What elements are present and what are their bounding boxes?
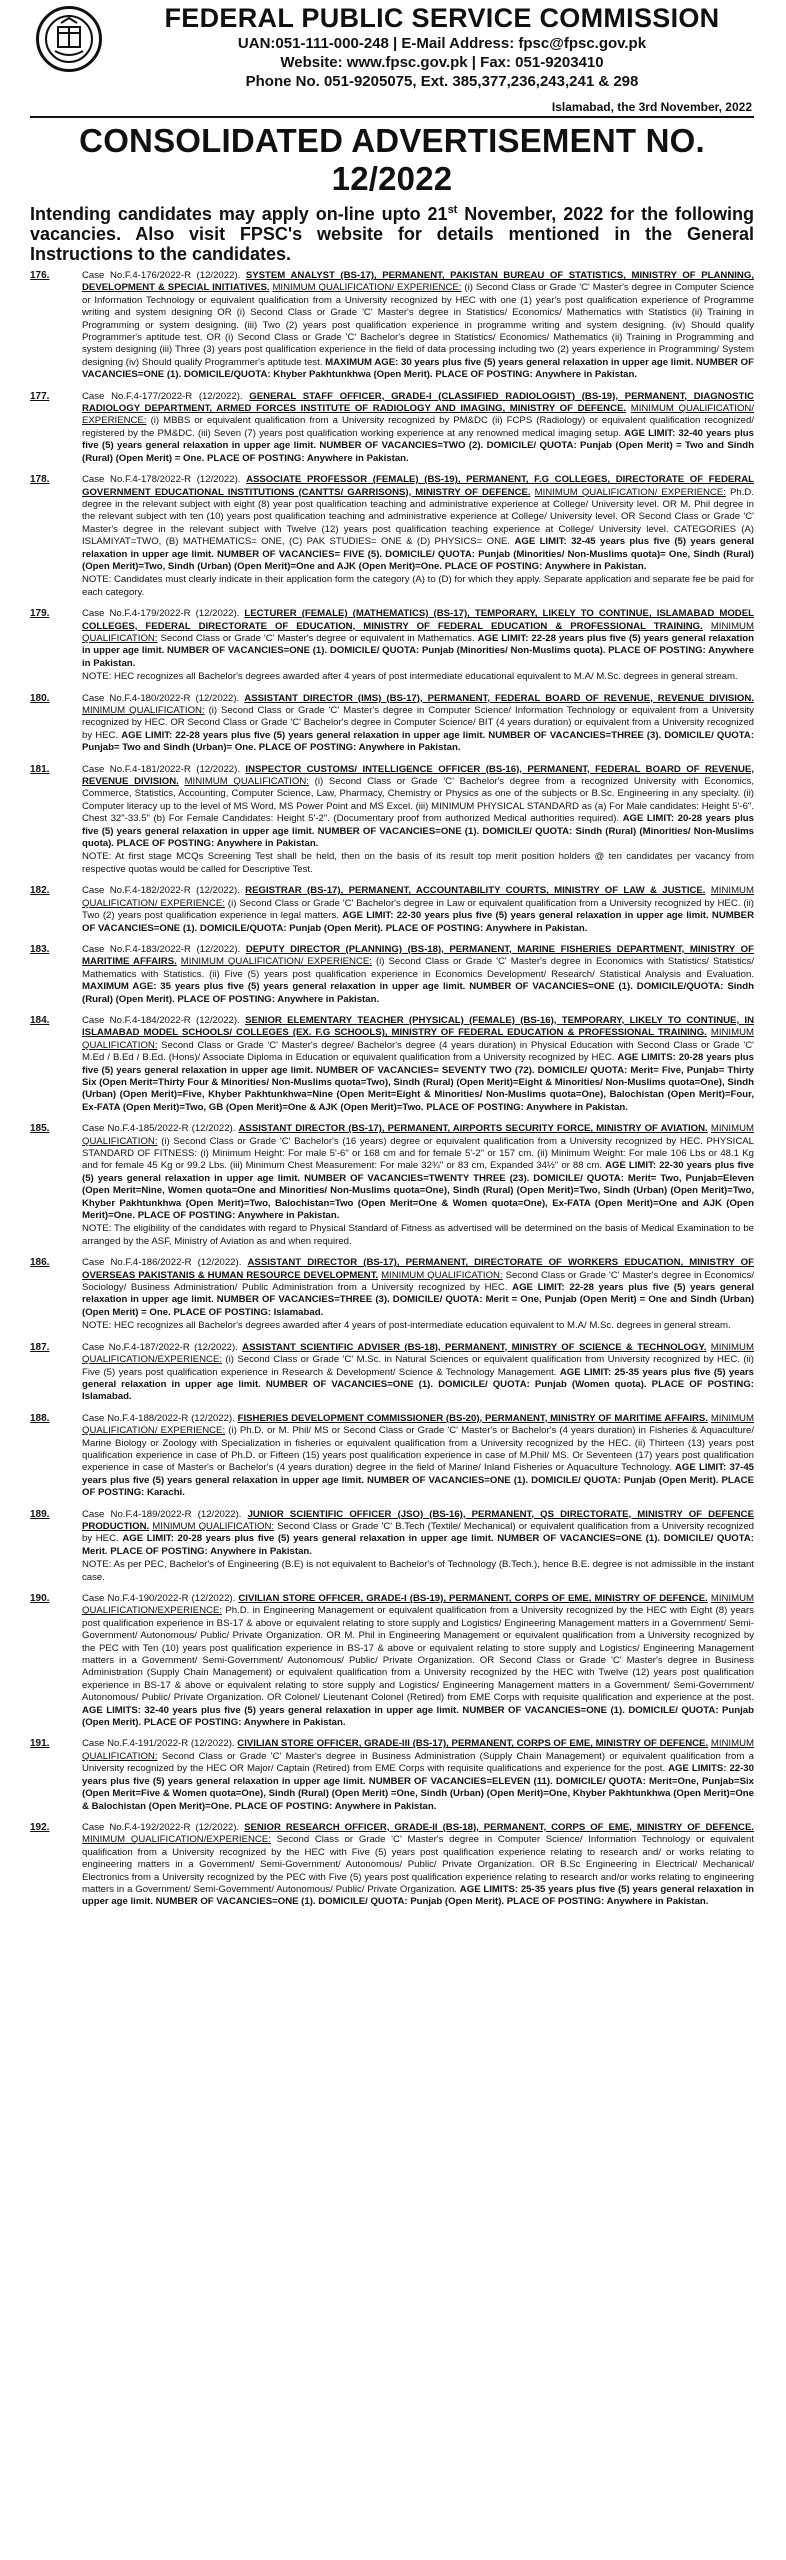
qualification-heading: MINIMUM QUALIFICATION/ EXPERIENCE: xyxy=(82,403,755,427)
qualification-text: (i) Second Class or Grade 'C' Master's degree in Computer Science/ Information Technology or equivalent from a University recognized by HEC. OR Second Class or Grade 'C' Bachelor's degree in Computer Science/ BIT (4 years duration) or equivalent from a University recognized by HEC. xyxy=(82,705,754,741)
vacancies-domicile: NUMBER OF VACANCIES=ONE (1). DOMICILE/ QUOTA: Sindh (Rural) (Minorities/ Non-Muslims quota). xyxy=(82,825,755,850)
post-title: JUNIOR SCIENTIFIC OFFICER (JSO) (BS-16), PERMANENT, QS DIRECTORATE, MINISTRY OF DEFENCE PRODUCTION. xyxy=(82,1508,754,1532)
case-serial-number: 181. xyxy=(30,763,50,775)
qualification-heading: MINIMUM QUALIFICATION: xyxy=(82,1027,754,1051)
case-note: NOTE: HEC recognizes all Bachelor's degrees awarded after 4 years of post-intermediate education equivalent to M.A/ M.Sc. degrees in general stream. xyxy=(82,1320,731,1332)
place-of-posting: PLACE OF POSTING: Karachi. xyxy=(82,1474,754,1499)
case-file-number: Case No.F.4-190/2022-R (12/2022). xyxy=(82,1593,236,1604)
age-limit: AGE LIMITS: 25-35 years plus five (5) years general relaxation in upper age limit. xyxy=(82,1883,754,1908)
intro-month: November, 2022 xyxy=(457,204,604,224)
qualification-text: (i) Ph.D. or M. Phil/ MS or Second Class or Grade 'C' Master's or Bachelor's (4 years duration) in Fisheries & Aquaculture/ Marine Biology or Zoology with Specialization in fisheries or equivalent qualification from a University recognized by the HEC. (ii) Thirteen (13) years post qualification experience in case of Ph.D. or Fifteen (15) years post qualification experience in case of M.Phil/ MS. Or Seventeen (17) years post qualification experience in case of Master's or Bachelor's (4 years duration) degree in the field of Marine/ Inland Fisheries or Aquaculture Technology. xyxy=(82,1425,754,1474)
vacancies-domicile: NUMBER OF VACANCIES=ONE (1). DOMICILE/ QUOTA: Punjab (Open Merit). xyxy=(155,1896,505,1908)
vacancies-domicile: NUMBER OF VACANCIES= SEVENTY TWO (72). DOMICILE/ QUOTA: Merit= Five, Punjab= Thirty Six (Open Merit=Thirty Four & Minorities/ Non-Muslims quota=Two), Sindh (Rural) (Open Merit)=Eight & Minorities/ Non-Muslims quota=One), Sindh (Urban) (Open Merit)=Five, Khyber Pakhtunkhwa=Nine (Open Merit=Eight & Minorities/ Non-Muslims quota=One), Balochistan (Open Merit)=Four, Ex-FATA (Open Merit)=Two, GB (Open Merit)=One & AJK (Open Merit)=Two. xyxy=(82,1064,754,1113)
age-limit: AGE LIMIT: 22-28 years plus five (5) years general relaxation in upper age limit. xyxy=(82,1282,754,1306)
contact-website-fax: Website: www.fpsc.gov.pk | Fax: 051-9203410 xyxy=(280,54,604,71)
case-list xyxy=(30,270,754,1909)
post-title: REGISTRAR (BS-17), PERMANENT, ACCOUNTABILITY COURTS, MINISTRY OF LAW & JUSTICE. xyxy=(245,885,706,897)
vacancy-case xyxy=(30,693,754,755)
place-of-posting: PLACE OF POSTING: Anywhere in Pakistan. xyxy=(143,1717,346,1729)
age-limit: AGE LIMITS: 32-40 years plus five (5) years general relaxation in upper age limit. xyxy=(82,1704,459,1716)
contact-phone: Phone No. 051-9205075, Ext. 385,377,236,243,241 & 298 xyxy=(245,73,639,90)
post-title: SENIOR RESEARCH OFFICER, GRADE-II (BS-18), PERMANENT, CORPS OF EME, MINISTRY OF DEFENCE. xyxy=(244,1821,755,1833)
vacancies-domicile: NUMBER OF VACANCIES=THREE (3). DOMICILE/ QUOTA: Punjab= Two and Sindh (Urban)= One. xyxy=(82,729,755,754)
qualification-text: Second Class or Grade 'C' Master's degree in Economics/ Sociology/ Business Administration/ Public Administration from a University recognized by HEC. xyxy=(82,1269,754,1294)
case-file-number: Case No.F.4-182/2022-R (12/2022). xyxy=(82,885,240,897)
case-note: NOTE: As per PEC, Bachelor's of Engineering (B.E) is not equivalent to Bachelor's of Technology (B.Tech.), hence B.E. degree is not admissible in the instant case. xyxy=(82,1559,754,1583)
case-serial-number: 182. xyxy=(30,885,50,897)
vacancy-case xyxy=(30,944,754,1006)
case-serial-number: 183. xyxy=(30,943,50,955)
case-file-number: Case No.F.4-180/2022-R (12/2022). xyxy=(82,692,240,704)
age-limit: AGE LIMIT: 20-28 years plus five (5) years general relaxation in upper age limit. xyxy=(82,813,754,837)
qualification-text: Ph.D. in Engineering Management or equivalent qualification from a University recognized by the HEC with Eight (8) years post qualification experience in BS-17 & above or equivalent relating to store supply and Logistics/ Engineering Management matters in a Government/ Semi-Government/ Autonomous/ Public/ Private Organization. OR M. Phil in Engineering Management or equivalent qualification from a University recognized by the PEC with Ten (10) years post qualification experience in BS-17 & above or equivalent relating to store supply and Logistics/ Engineering Management matters in a Government/ Semi-Government/ Autonomous/ Public/ Private Organization. OR Second Class or Grade 'C' Master's degree in Business Administration (Supply Chain Management) or equivalent qualification from a University recognized by the HEC with Twelve (12) years post qualification experience in BS-17 & above or equivalent relating to store supply and Logistics/ Engineering Management matters in a Government/ Semi-Government/ Autonomous/ Public/ Private Organization. OR Colonel/ Lieutenant Colonel (Retired) from EME Corps with requisite qualification and experience at the post. xyxy=(82,1605,754,1704)
vacancy-case xyxy=(30,608,754,683)
case-note: NOTE: HEC recognizes all Bachelor's degrees awarded after 4 years of post intermediate educational equivalent to M.A/ M.Sc. degrees in general stream. xyxy=(82,671,738,683)
vacancy-case xyxy=(30,1123,754,1248)
case-file-number: Case No.F.4-183/2022-R (12/2022). xyxy=(82,943,241,955)
case-file-number: Case No.F.4-185/2022-R (12/2022). xyxy=(82,1123,236,1135)
qualification-heading: MINIMUM QUALIFICATION/ EXPERIENCE: xyxy=(180,956,372,968)
qualification-heading: MINIMUM QUALIFICATION/EXPERIENCE: xyxy=(82,1834,271,1846)
case-file-number: Case No.F.4-184/2022-R (12/2022). xyxy=(82,1014,240,1026)
post-title: ASSISTANT DIRECTOR (BS-17), PERMANENT, AIRPORTS SECURITY FORCE, MINISTRY OF AVIATION. xyxy=(238,1123,708,1135)
qualification-heading: MINIMUM QUALIFICATION: xyxy=(82,1738,754,1762)
place-of-posting: PLACE OF POSTING: Anywhere in Pakistan. xyxy=(177,993,380,1005)
case-note: NOTE: Candidates must clearly indicate in their application form the category (A) to (D) for which they apply. Separate application and separate fee be paid for each category. xyxy=(82,574,754,598)
vacancies-domicile: NUMBER OF VACANCIES=ONE (1). DOMICILE/ QUOTA: Punjab (Women quota). xyxy=(265,1378,647,1390)
vacancies-domicile: NUMBER OF VACANCIES=ONE (1). DOMICILE/ QUOTA: Merit. xyxy=(82,1533,754,1557)
post-title: CIVILIAN STORE OFFICER, GRADE-I (BS-19), PERMANENT, CORPS OF EME, MINISTRY OF DEFENCE. xyxy=(238,1593,708,1604)
place-of-posting: PLACE OF POSTING: Islamabad. xyxy=(173,1306,324,1318)
place-of-posting: PLACE OF POSTING: Anywhere in Pakistan. xyxy=(137,1210,340,1222)
qualification-heading: MINIMUM QUALIFICATION/EXPERIENCE: xyxy=(82,1593,754,1617)
contact-uan-email: UAN:051-111-000-248 | E-Mail Address: fpsc@fpsc.gov.pk xyxy=(237,35,647,52)
vacancy-case xyxy=(30,391,754,465)
place-of-posting: PLACE OF POSTING: Anywhere in Pakistan. xyxy=(506,1896,709,1908)
qualification-heading: MINIMUM QUALIFICATION: xyxy=(82,1123,755,1147)
age-limit: AGE LIMIT: 37-45 years plus five (5) years general relaxation in upper age limit. xyxy=(82,1462,754,1486)
vacancy-case xyxy=(30,1509,754,1584)
place-of-posting: PLACE OF POSTING: Anywhere in Pakistan. xyxy=(258,742,461,754)
age-limit: AGE LIMITS: 22-30 years plus five (5) years general relaxation in upper age limit. xyxy=(82,1763,754,1787)
qualification-heading: MINIMUM QUALIFICATION/ EXPERIENCE: xyxy=(82,885,754,909)
post-title: ASSOCIATE PROFESSOR (FEMALE) (BS-19), PERMANENT, F.G COLLEGES, DIRECTORATE OF FEDERAL GOVERNMENT EDUCATIONAL INSTITUTIONS (CANTTS/ GARRISONS), MINISTRY OF DEFENCE. xyxy=(82,474,754,498)
vacancies-domicile: NUMBER OF VACANCIES=ONE (1). DOMICILE/ QUOTA: Punjab (Open Merit). xyxy=(367,1474,719,1486)
case-file-number: Case No.F.4-178/2022-R (12/2022). xyxy=(82,474,241,486)
qualification-heading: MINIMUM QUALIFICATION: xyxy=(82,620,754,644)
vacancy-case xyxy=(30,1738,754,1812)
intro-deadline xyxy=(428,204,604,224)
vacancies-domicile: NUMBER OF VACANCIES=ONE (1). DOMICILE/QUOTA: Punjab (Open Merit). xyxy=(82,910,755,934)
vacancy-case xyxy=(30,885,754,935)
post-title: DEPUTY DIRECTOR (PLANNING) (BS-18), PERMANENT, MARINE FISHERIES DEPARTMENT, MINISTRY OF MARITIME AFFAIRS. xyxy=(82,943,755,968)
header-divider xyxy=(30,116,754,118)
case-serial-number: 187. xyxy=(30,1341,50,1353)
place-of-posting: PLACE OF POSTING: Anywhere in Pakistan. xyxy=(435,369,638,381)
age-limit: AGE LIMIT: 20-28 years plus five (5) years general relaxation in upper age limit. xyxy=(122,1533,494,1545)
commission-title: FEDERAL PUBLIC SERVICE COMMISSION xyxy=(164,3,720,33)
age-limit: AGE LIMIT: 22-30 years plus five (5) years general relaxation in upper age limit. xyxy=(82,1160,754,1184)
case-serial-number: 180. xyxy=(30,692,50,704)
advertisement-title: CONSOLIDATED ADVERTISEMENT NO. 12/2022 xyxy=(79,122,705,197)
vacancies-domicile: NUMBER OF VACANCIES=TWO (2). DOMICILE/ QUOTA: Punjab (Open Merit) = Two and Sindh (Rural) (Open Merit) = One. xyxy=(82,440,754,464)
qualification-text: (i) MBBS or equivalent qualification from a University recognized by PM&DC (ii) FCPS (Radiology) or equivalent qualification recognized/ registered by the PM&DC. (iii) Seven (7) years post qualification working experience at any renowned medical imaging setup. xyxy=(82,415,754,439)
qualification-text: (i) Second Class or Grade 'C' Master's degree in Computer Science or Information Technology or equivalent qualification from a University recognized by HEC with one (1) year's post qualification experience of Programme writing and system designing OR (i) Second Class or Grade 'C' Master's degree in Statistics/ Economics/ Mathematics with Statistics (ii) Training in Programming or system designing. (iii) Two (2) years post qualification experience in programme writing and system designing. (iv) Should qualify Programmer's aptitude test. OR (i) Second Class or Grade 'C' Bachelor's degree in Statistics/ Economics/ Mathematics (ii) Training in Programming and system designing (iii) Three (3) years post qualification experience in the field of data processing including two (2) years experience in Programming/ System designing (iv) Should qualify Programmer's aptitude test. xyxy=(82,282,754,368)
age-limit: MAXIMUM AGE: 35 years plus five (5) years general relaxation in upper age limit. xyxy=(82,981,466,993)
qualification-heading: MINIMUM QUALIFICATION/ EXPERIENCE: xyxy=(82,1412,754,1437)
vacancy-case xyxy=(30,1342,754,1404)
age-limit: AGE LIMIT: 22-28 years plus five (5) years general relaxation in upper age limit. xyxy=(82,632,754,657)
place-of-posting: PLACE OF POSTING: Anywhere in Pakistan. xyxy=(110,1545,312,1557)
vacancy-case xyxy=(30,1413,754,1500)
intro-paragraph xyxy=(30,200,754,264)
post-title: CIVILIAN STORE OFFICER, GRADE-III (BS-17), PERMANENT, CORPS OF EME, MINISTRY OF DEFENCE. xyxy=(237,1738,709,1750)
post-title: INSPECTOR CUSTOMS/ INTELLIGENCE OFFICER (BS-16), PERMANENT, FEDERAL BOARD OF REVENUE, REVENUE DIVISION. xyxy=(82,763,754,788)
qualification-text: (i) Second Class or Grade 'C' Bachelor's (16 years) degree or equivalent qualification from a University recognized by HEC. PHYSICAL STANDARD OF FITNESS: (i) Minimum Height: For male 5'-6" or 168 cm and for female 5'-2" or 157 cm. (ii) Minimum Weight: For male 106 Lbs or 48.1 Kg and for female 45 Kg or 99.2 Lbs. (iii) Minimum Chest Measurement: For male 32¾" or 83 cm, Expanded 34½" or 88 cm. xyxy=(82,1135,754,1172)
place-of-posting: PLACE OF POSTING: Anywhere in Pakistan. xyxy=(385,922,588,934)
case-file-number: Case No.F.4-186/2022-R (12/2022). xyxy=(82,1257,242,1269)
qualification-text: Ph.D. degree in the relevant subject with eight (8) year post qualification teaching and administrative experience at College/ University level. OR M. Phil degree in the relevant subject with ten (10) years post qualification teaching and administrative experience at College/ University level. OR Second Class or Grade 'C' Master's degree in the relevant subject with Twelve (12) years post qualification teaching experience at College/ University level. CATEGORIES (A) ISLAMIYAT=TWO, (B) MATHEMATICS= ONE, (C) PAK STUDIES= ONE & (D) PHYSICS= ONE. xyxy=(82,486,754,548)
vacancy-case xyxy=(30,1257,754,1332)
age-limit: AGE LIMIT: 32-40 years plus five (5) years general relaxation in upper age limit. xyxy=(82,427,754,452)
place-of-posting: PLACE OF POSTING: Anywhere in Pakistan. xyxy=(234,1800,437,1812)
qualification-text: (i) Second Class or Grade 'C' Bachelor's degree from a recognized University with Economics, Commerce, Statistics, Accounting, Computer Science, Law, Pharmacy, Chemistry or Physics as one of the subjects or B.Sc. Engineering in any specialty. (ii) Computer literacy up to the level of MS Word, MS Power Point and MS Excel. (iii) MINIMUM PHYSICAL STANDARD as (a) For Male candidates: Height 5'-6". Chest 32"-33.5" (b) For Female Candidates: Height 5'-2". (Documentary proof from authorized Medical authorities required). xyxy=(82,776,755,825)
qualification-heading: MINIMUM QUALIFICATION/ EXPERIENCE: xyxy=(534,486,726,498)
case-serial-number: 189. xyxy=(30,1508,50,1520)
vacancy-case xyxy=(30,764,754,877)
post-title: GENERAL STAFF OFFICER, GRADE-I (CLASSIFIED RADIOLOGIST) (BS-19), PERMANENT, DIAGNOSTIC RADIOLOGY DEPARTMENT, ARMED FORCES INSTITUTE OF RADIOLOGY AND IMAGING, MINISTRY OF DEFENCE. xyxy=(82,390,754,415)
post-title: LECTURER (FEMALE) (MATHEMATICS) (BS-17), TEMPORARY, LIKELY TO CONTINUE, ISLAMABAD MODEL COLLEGES, FEDERAL DIRECTORATE OF EDUCATION, MINISTRY OF FEDERAL EDUCATION & PROFESSIONAL TRAINING. xyxy=(82,608,754,632)
case-file-number: Case No.F.4-192/2022-R (12/2022). xyxy=(82,1821,240,1833)
place-of-posting: PLACE OF POSTING: Anywhere in Pakistan. xyxy=(116,838,319,850)
case-serial-number: 192. xyxy=(30,1821,50,1833)
vacancies-domicile: NUMBER OF VACANCIES=TWENTY THREE (23). DOMICILE/ QUOTA: Merit= Two, Punjab=Eleven (Open Merit=Nine, Women quota=One and Minorities/ Non-Muslims quota=One), Sindh (Rural) (Open Merit)=Two, Sindh (Urban) (Open Merit)=Two, Khyber Pakhtunkhwa (Open Merit)=Two, Balochistan=Two (Open Merit=One & Women quota=One), Ex-FATA (Open Merit)=One and AJK (Open Merit)=One. xyxy=(82,1172,754,1222)
case-serial-number: 190. xyxy=(30,1593,50,1604)
qualification-heading: MINIMUM QUALIFICATION/EXPERIENCE: xyxy=(82,1341,754,1366)
issue-date: Islamabad, the 3rd November, 2022 xyxy=(551,100,752,114)
intro-day-suffix: st xyxy=(447,204,458,216)
post-title: FISHERIES DEVELOPMENT COMMISSIONER (BS-20), PERMANENT, MINISTRY OF MARITIME AFFAIRS. xyxy=(237,1412,708,1424)
post-title: ASSISTANT DIRECTOR (IMS) (BS-17), PERMANENT, FEDERAL BOARD OF REVENUE, REVENUE DIVISION. xyxy=(244,692,754,704)
qualification-text: Second Class or Grade 'C' Master's degree in Business Administration (Supply Chain Management) or equivalent qualification from a University recognized by the HEC OR Major/ Captain (Retired) from EME Corps with requisite qualifications and experience for the post. xyxy=(82,1750,754,1775)
case-file-number: Case No.F.4-187/2022-R (12/2022). xyxy=(82,1341,238,1353)
age-limit: AGE LIMIT: 32-45 years plus five (5) years general relaxation in upper age limit. xyxy=(82,536,754,560)
case-file-number: Case No.F.4-177/2022-R (12/2022). xyxy=(82,390,243,402)
case-serial-number: 178. xyxy=(30,474,50,486)
age-limit: AGE LIMIT: 22-30 years plus five (5) years general relaxation in upper age limit. xyxy=(342,910,709,922)
vacancies-domicile: NUMBER OF VACANCIES=ONE (1). DOMICILE/ QUOTA: Punjab (Minorities/ Non-Muslims quota). xyxy=(166,645,606,657)
qualification-heading: MINIMUM QUALIFICATION: xyxy=(381,1269,503,1281)
post-title: ASSISTANT DIRECTOR (BS-17), PERMANENT, DIRECTORATE OF WORKERS EDUCATION, MINISTRY OF OVERSEAS PAKISTANIS & HUMAN RESOURCE DEVELOPMENT. xyxy=(82,1257,754,1281)
vacancy-case xyxy=(30,474,754,599)
intro-day: 21 xyxy=(427,204,448,224)
case-serial-number: 179. xyxy=(30,608,50,620)
vacancies-domicile: NUMBER OF VACANCIES=ONE (1). DOMICILE/ QUOTA: Punjab (Open Merit). xyxy=(82,1704,754,1729)
case-serial-number: 185. xyxy=(30,1123,50,1135)
case-file-number: Case No.F.4-179/2022-R (12/2022). xyxy=(82,608,240,620)
header xyxy=(30,0,754,118)
place-of-posting: PLACE OF POSTING: Anywhere in Pakistan. xyxy=(82,645,755,669)
case-file-number: Case No.F.4-189/2022-R (12/2022). xyxy=(82,1508,242,1520)
vacancies-domicile: NUMBER OF VACANCIES=ONE (1). DOMICILE/QUOTA: Sindh (Rural) (Open Merit). xyxy=(82,981,754,1005)
vacancies-domicile: NUMBER OF VACANCIES= FIVE (5). DOMICILE/ QUOTA: Punjab (Minorities/ Non-Muslims quota)= One, Sindh (Rural) (Open Merit)=Two, Sindh (Urban) (Open Merit)=One and AJK (Open Merit)=One. xyxy=(82,548,754,572)
place-of-posting: PLACE OF POSTING: Anywhere in Pakistan. xyxy=(426,1101,628,1113)
vacancies-domicile: NUMBER OF VACANCIES=ELEVEN (11). DOMICILE/ QUOTA: Merit=One, Punjab=Six (Open Merit=Five & Women quota=One), Sindh (Rural) (Open Merit) =One, Sindh (Urban) (Open Merit)=One, Khyber Pakhtunkhwa (Open Merit)=One & Balochistan (Open Merit)=One. xyxy=(82,1775,755,1812)
case-note: NOTE: The eligibility of the candidates with regard to Physical Standard of Fitness as advertised will be determined on the basis of Medical Examination to be arranged by the ASF, Ministry of Aviation as and when required. xyxy=(82,1223,754,1247)
age-limit: MAXIMUM AGE: 30 years plus five (5) years general relaxation in upper age limit. xyxy=(325,356,694,368)
post-title: ASSISTANT SCIENTIFIC ADVISER (BS-18), PERMANENT, MINISTRY OF SCIENCE & TECHNOLOGY. xyxy=(242,1341,707,1353)
place-of-posting: PLACE OF POSTING: Islamabad. xyxy=(82,1378,754,1403)
qualification-heading: MINIMUM QUALIFICATION: xyxy=(152,1520,275,1532)
place-of-posting: PLACE OF POSTING: Anywhere in Pakistan. xyxy=(444,560,647,572)
case-file-number: Case No.F.4-176/2022-R (12/2022). xyxy=(82,270,241,281)
age-limit: AGE LIMIT: 25-35 years plus five (5) years general relaxation in upper age limit. xyxy=(82,1366,755,1390)
place-of-posting: PLACE OF POSTING: Anywhere in Pakistan. xyxy=(207,452,409,464)
case-file-number: Case No.F.4-181/2022-R (12/2022). xyxy=(82,763,240,775)
qualification-heading: MINIMUM QUALIFICATION: xyxy=(184,776,309,788)
qualification-text: Second Class or Grade 'C' B.Tech (Textile/ Mechanical) or equivalent qualification from a University recognized by HEC. xyxy=(82,1520,754,1545)
qualification-text: (i) Second Class or Grade 'C' Master's degree in Economics with Statistics/ Statistics/ Mathematics with Statistics. (ii) Five (5) years post qualification experience in Economics Development/ Research/ Statistical Analysis and Evaluation. xyxy=(82,956,755,980)
case-serial-number: 184. xyxy=(30,1014,50,1026)
qualification-text: (i) Second Class or Grade 'C' M.Sc. in Natural Sciences or equivalent qualification from University recognized by HEC. (ii) Five (5) years post qualification experience in Research & Development/ Science & Technology Management. xyxy=(82,1354,754,1378)
post-title: SENIOR ELEMENTARY TEACHER (PHYSICAL) (FEMALE) (BS-16), TEMPORARY, LIKELY TO CONTINUE, IN ISLAMABAD MODEL SCHOOLS/ COLLEGES (EX. F.G SCHOOLS), MINISTRY OF FEDERAL EDUCATION & PROFESSIONAL TRAINING. xyxy=(82,1014,754,1039)
case-note: NOTE: At first stage MCQs Screening Test shall be held, then on the basis of its result top merit position holders @ ten candidates per vacancy from respective quotas would be called for Descriptive Test. xyxy=(82,851,754,875)
case-file-number: Case No.F.4-188/2022-R (12/2022). xyxy=(82,1412,235,1424)
qualification-text: Second Class or Grade 'C' Master's degree/ Bachelor's degree (4 years duration) in Physical Education with Second Class or Grade 'C' M.Ed / B.Ed / B.Ed. (Hons)/ Associate Diploma in Education or equivalent qualification from a University recognized by HEC. xyxy=(82,1039,754,1064)
age-limit: AGE LIMIT: 22-28 years plus five (5) years general relaxation in upper age limit. xyxy=(121,729,486,741)
post-title: SYSTEM ANALYST (BS-17), PERMANENT, PAKISTAN BUREAU OF STATISTICS, MINISTRY OF PLANNING, DEVELOPMENT & SPECIAL INITIATIVES. xyxy=(82,270,754,294)
qualification-text: (i) Second Class or Grade 'C' Bachelor's degree in Law or equivalent qualification from a University recognized by HEC. (ii) Two (2) years post qualification experience in legal matters. xyxy=(82,897,754,922)
case-serial-number: 186. xyxy=(30,1257,50,1269)
vacancy-case xyxy=(30,1593,754,1729)
case-serial-number: 188. xyxy=(30,1412,50,1424)
qualification-heading: MINIMUM QUALIFICATION: xyxy=(82,705,205,716)
vacancy-case xyxy=(30,270,754,382)
intro-after: for the following vacancies. Also visit FPSC's website for details mentioned in the General Instructions to the candidates. xyxy=(30,204,754,264)
qualification-text: Second Class or Grade 'C' Master's degree or equivalent in Mathematics. xyxy=(160,632,475,644)
vacancy-case xyxy=(30,1015,754,1114)
intro-before: Intending candidates may apply on-line upto xyxy=(30,204,428,224)
case-serial-number: 177. xyxy=(30,390,50,402)
vacancy-case xyxy=(30,1822,754,1909)
qualification-text: Second Class or Grade 'C' Master's degree in Computer Science/ Information Technology or equivalent qualification from a University recognized by the HEC with Five (5) years post qualification experience relating to research and/ or works relating to engineering matters in a Government/ Semi-Government/ Autonomous/ Public/ Private Organization. OR B.Sc Engineering in Electrical/ Mechanical/ Electronics from a University recognized by the PEC with Five (5) years post qualification experience relating to research and/or works relating to engineering matters in a Government/ Semi-Government/ Autonomous/ Public/ Private Organization. xyxy=(82,1834,755,1895)
qualification-heading: MINIMUM QUALIFICATION/ EXPERIENCE: xyxy=(272,282,462,294)
age-limit: AGE LIMITS: 20-28 years plus five (5) years general relaxation in upper age limit. xyxy=(82,1052,754,1076)
fpsc-emblem-icon xyxy=(36,6,102,72)
vacancies-domicile: NUMBER OF VACANCIES=ONE (1). DOMICILE/QUOTA: Khyber Pakhtunkhwa (Open Merit). xyxy=(82,356,754,381)
case-serial-number: 176. xyxy=(30,270,50,281)
case-serial-number: 191. xyxy=(30,1738,50,1750)
vacancies-domicile: NUMBER OF VACANCIES=THREE (3). DOMICILE/ QUOTA: Merit = One, Punjab (Open Merit) = One and Sindh (Urban) (Open Merit) = One. xyxy=(82,1294,755,1318)
case-file-number: Case No.F.4-191/2022-R (12/2022). xyxy=(82,1738,235,1750)
